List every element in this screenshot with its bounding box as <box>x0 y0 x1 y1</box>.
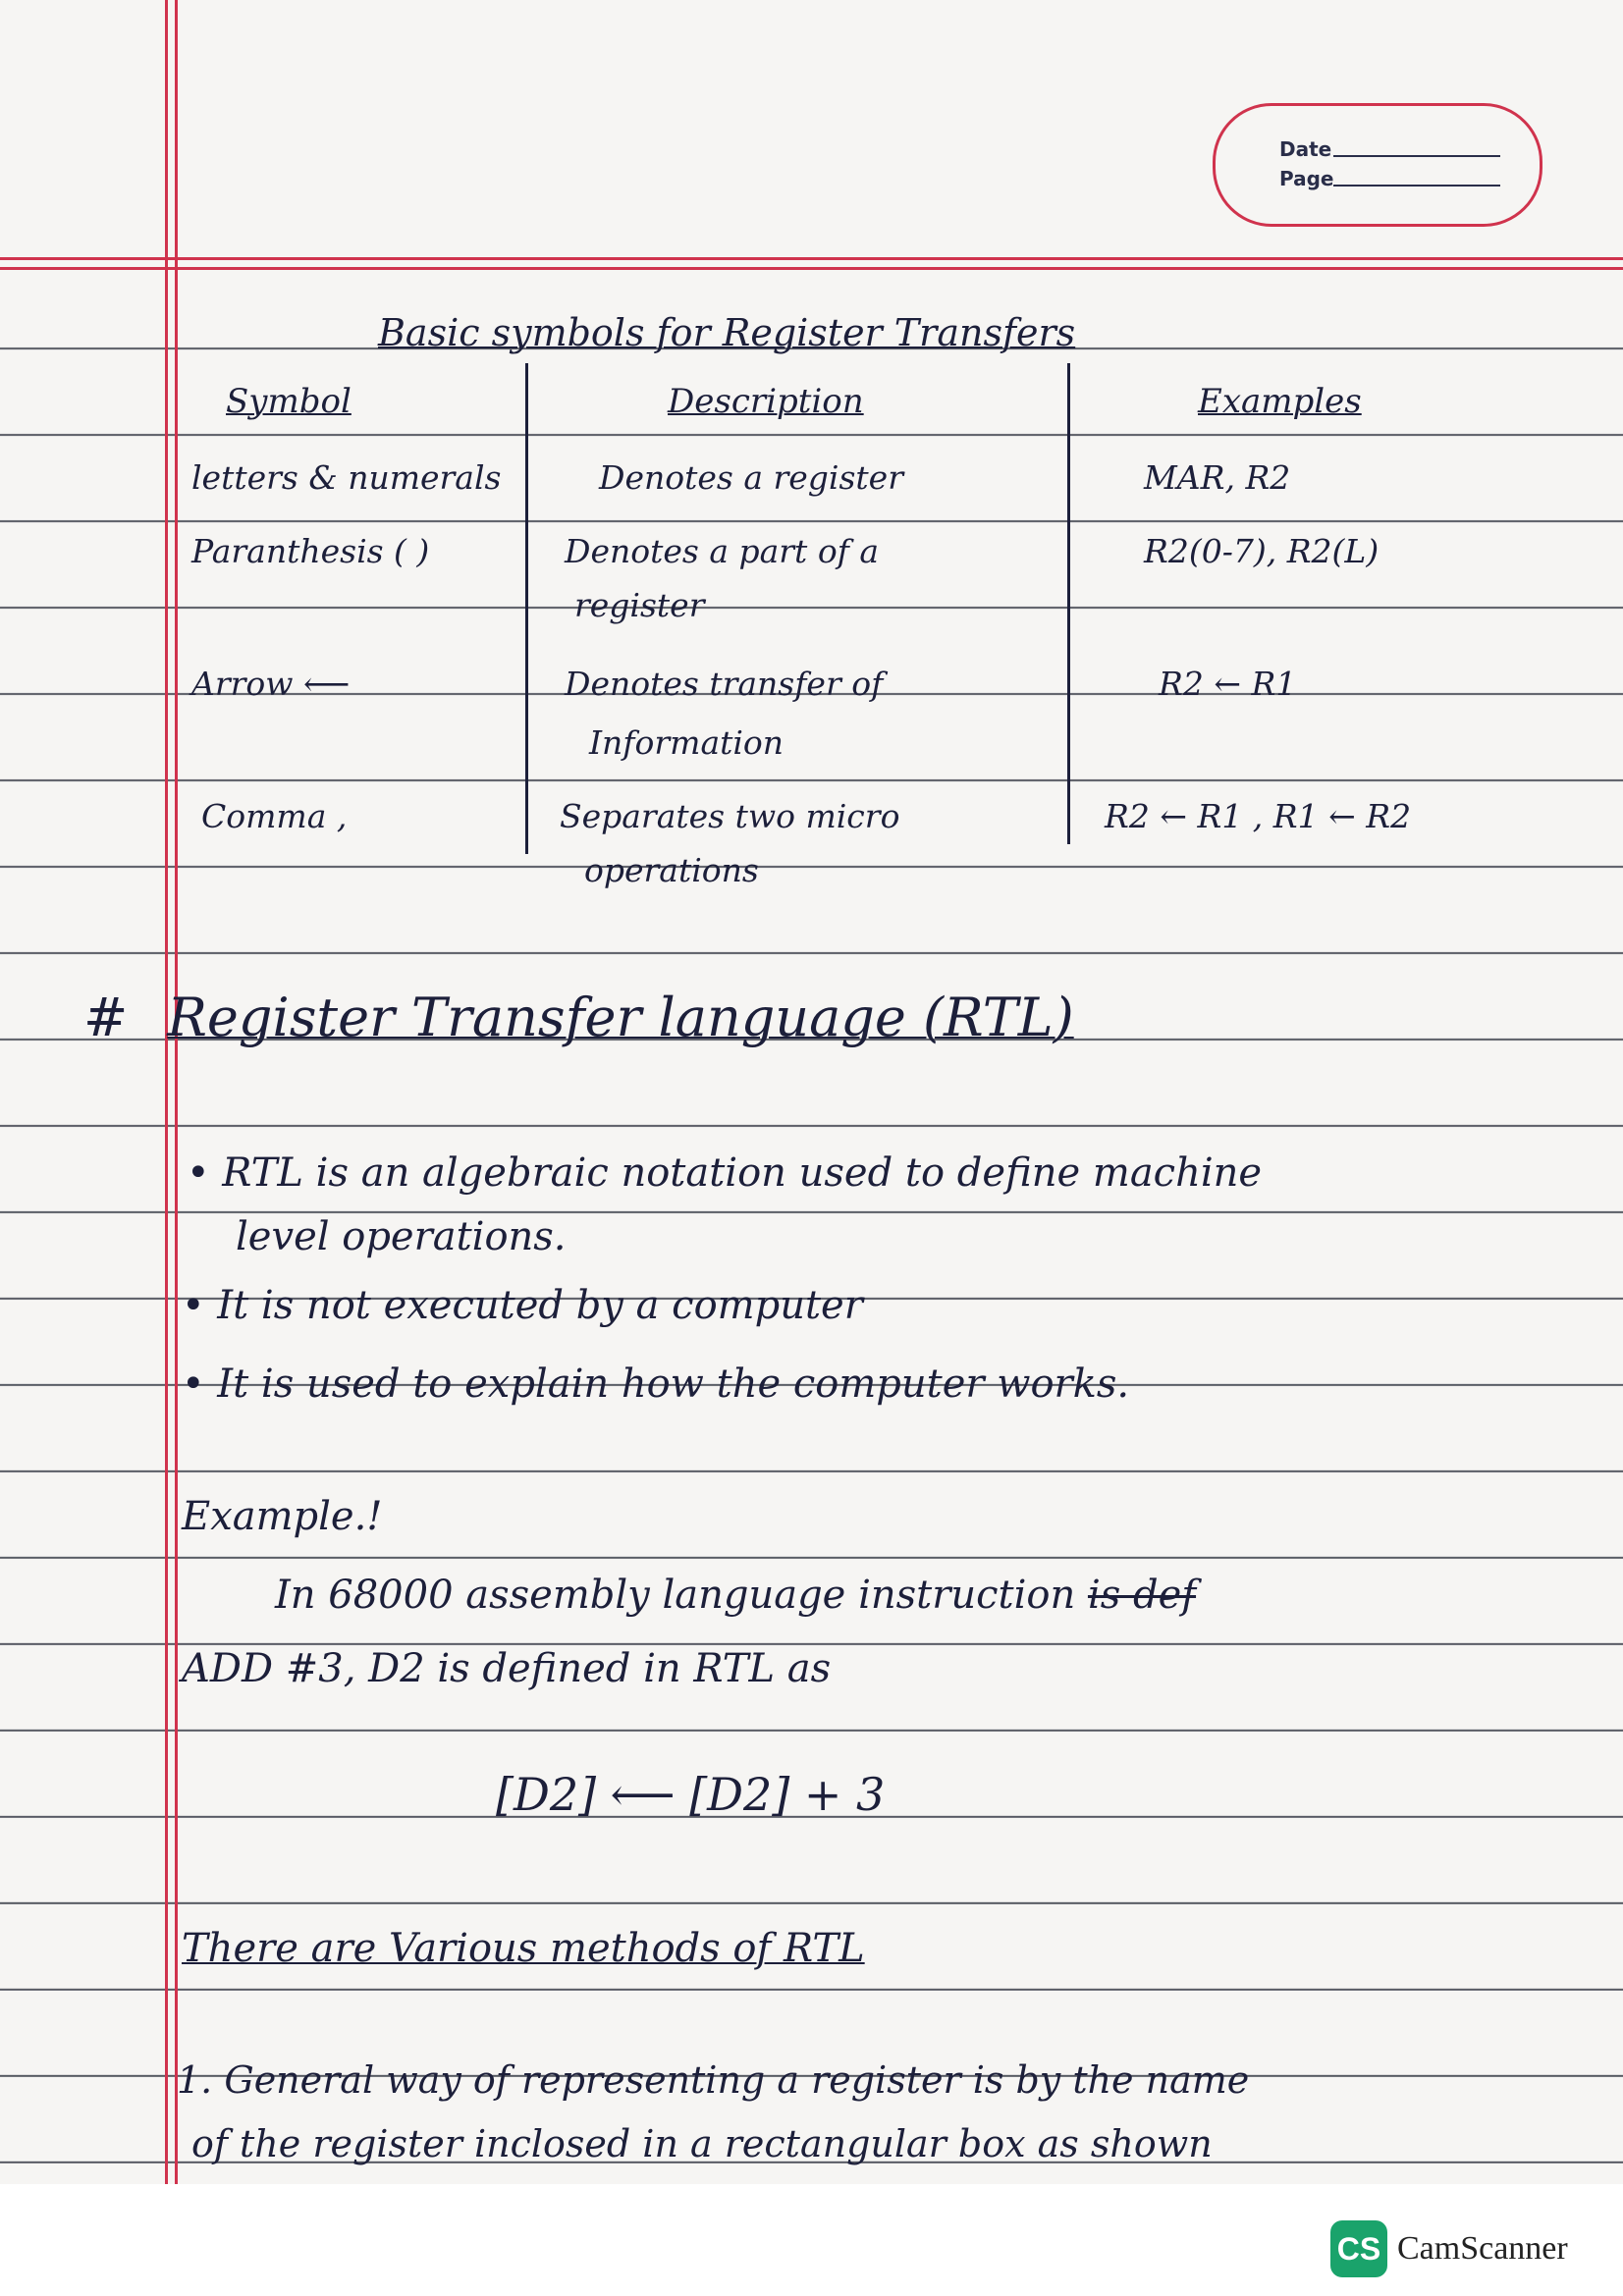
heading-text: Register Transfer language (RTL) <box>167 987 1074 1048</box>
bullet-line: • It is not executed by a computer <box>182 1283 863 1328</box>
struck-text: is def <box>1087 1573 1197 1618</box>
point-line: of the register inclosed in a rectangular box as shown <box>191 2122 1213 2165</box>
row-description: operations <box>584 851 759 889</box>
row-example: MAR, R2 <box>1144 458 1291 497</box>
bullet-line: level operations. <box>236 1214 567 1259</box>
header-rule <box>0 257 1623 260</box>
example-label: Example.! <box>182 1494 383 1539</box>
row-example: R2(0-7), R2(L) <box>1144 532 1380 570</box>
header-description: Description <box>668 382 864 421</box>
date-page-box <box>1213 103 1542 227</box>
date-label: Date <box>1279 137 1332 161</box>
row-description: Information <box>589 723 784 762</box>
page-line <box>1333 185 1500 187</box>
point-line: 1. General way of representing a register is by the name <box>177 2058 1250 2102</box>
row-description: Denotes a part of a <box>565 532 880 570</box>
row-description: Separates two micro <box>560 797 900 835</box>
table-title: Basic symbols for Register Transfers <box>378 311 1076 354</box>
header-symbol: Symbol <box>226 382 352 421</box>
camscanner-icon: CS <box>1330 2220 1387 2277</box>
bullet-line: • It is used to explain how the computer works. <box>182 1362 1130 1407</box>
row-example: R2 ← R1 <box>1159 665 1297 703</box>
heading-hash: # <box>83 987 129 1048</box>
header-rule <box>0 267 1623 270</box>
camscanner-brand: CamScanner <box>1397 2230 1568 2267</box>
example-line-text: In 68000 assembly language instruction <box>275 1573 1076 1618</box>
camscanner-watermark <box>1330 2220 1568 2277</box>
page-label: Page <box>1279 167 1334 190</box>
rtl-formula: [D2] ⟵ [D2] + 3 <box>496 1768 886 1821</box>
example-line: ADD #3, D2 is defined in RTL as <box>182 1646 832 1691</box>
row-description: Denotes a register <box>599 458 903 497</box>
row-symbol: Comma , <box>201 797 348 835</box>
row-symbol: Arrow ⟵ <box>191 665 351 703</box>
margin-line <box>175 0 178 2184</box>
methods-line: There are Various methods of RTL <box>182 1926 865 1971</box>
header-examples: Examples <box>1198 382 1362 421</box>
section-heading <box>83 987 1074 1048</box>
column-divider <box>525 363 528 854</box>
example-line <box>275 1573 1197 1618</box>
column-divider <box>1067 363 1070 844</box>
row-example: R2 ← R1 , R1 ← R2 <box>1105 797 1412 835</box>
row-description: Denotes transfer of <box>565 665 884 703</box>
row-symbol: Paranthesis ( ) <box>191 532 430 570</box>
bullet-line: • RTL is an algebraic notation used to define machine <box>187 1150 1263 1196</box>
row-description: register <box>574 586 705 624</box>
margin-line <box>165 0 168 2184</box>
row-symbol: letters & numerals <box>191 458 502 497</box>
date-line <box>1333 155 1500 157</box>
